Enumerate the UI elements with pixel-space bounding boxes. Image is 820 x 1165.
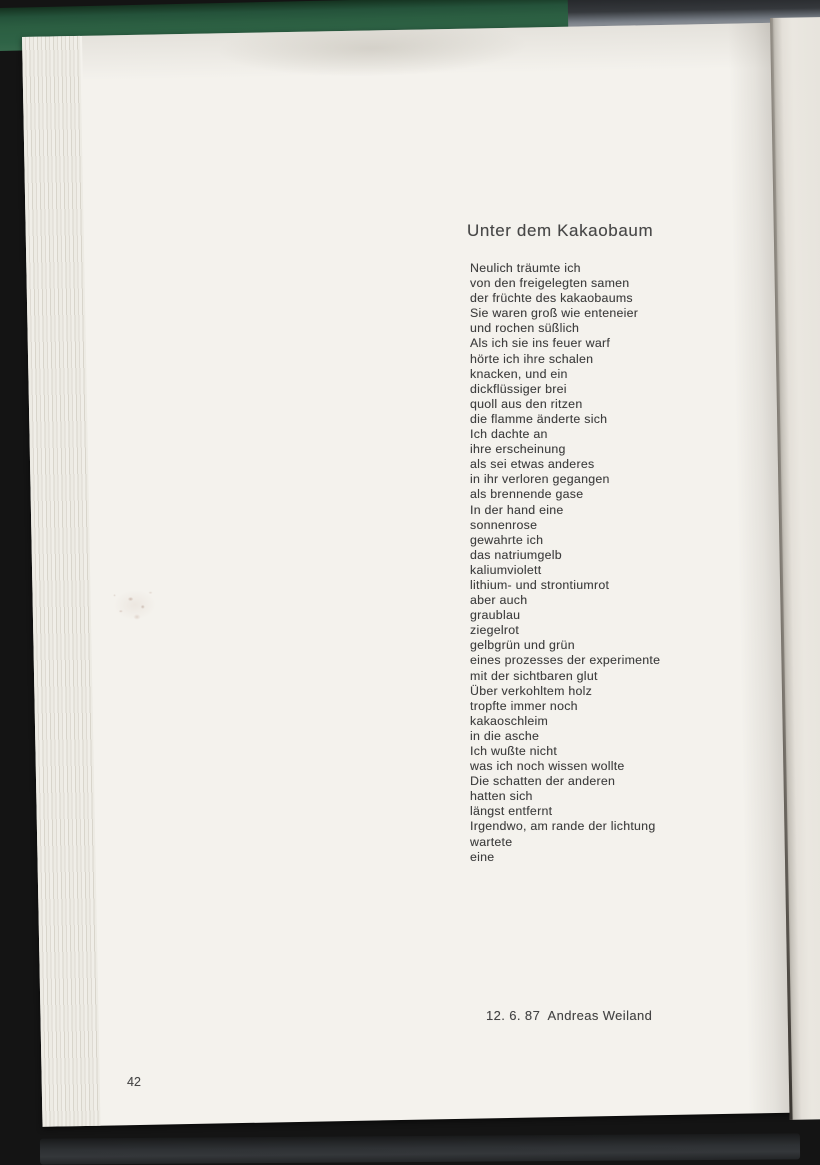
poem-line: gelbgrün und grün	[470, 638, 575, 653]
poem-line: In der hand eine	[470, 502, 564, 517]
poem-line: von den freigelegten samen	[470, 276, 630, 291]
poem-line: kaliumviolett	[470, 562, 542, 577]
poem-title: Unter dem Kakaobaum	[467, 221, 654, 240]
poem-line: als sei etwas anderes	[470, 457, 595, 472]
poem-line: knacken, und ein	[470, 366, 568, 381]
poem-line: das natriumgelb	[470, 547, 562, 562]
poem-line: aber auch	[470, 593, 528, 608]
poem-line: gewahrte ich	[470, 532, 544, 547]
poem-line: kakaoschleim	[470, 713, 549, 728]
poem-line: wartete	[470, 834, 513, 849]
poem-line: quoll aus den ritzen	[470, 396, 583, 411]
poem-line: ziegelrot	[470, 623, 520, 638]
poem-line: Die schatten der anderen	[470, 774, 616, 789]
poem-line: ihre erscheinung	[470, 442, 566, 457]
poem-line: Als ich sie ins feuer warf	[470, 336, 611, 351]
poem-line: Über verkohltem holz	[470, 683, 593, 698]
poem-line: in ihr verloren gegangen	[470, 472, 610, 487]
poem-line: eine	[470, 849, 495, 864]
poem-line: Neulich träumte ich	[470, 261, 581, 275]
poem-line: mit der sichtbaren glut	[470, 668, 598, 683]
poem-line: sonnenrose	[470, 517, 538, 532]
poem-line: längst entfernt	[470, 804, 553, 819]
poem-line: und rochen süßlich	[470, 321, 580, 336]
poem-body	[470, 261, 660, 865]
page-number: 42	[127, 1075, 141, 1089]
poem-line: Sie waren groß wie enteneier	[470, 306, 639, 321]
poem-line: hörte ich ihre schalen	[470, 351, 594, 366]
poem-line: dickflüssiger brei	[470, 381, 567, 396]
date-and-author-signature: 12. 6. 87 Andreas Weiland	[486, 1008, 653, 1023]
poem-line: die flamme änderte sich	[470, 411, 608, 426]
poem-line: hatten sich	[470, 789, 533, 804]
poem-line: in die asche	[470, 728, 540, 743]
poem-line: Ich dachte an	[470, 427, 548, 442]
poem-line: tropfte immer noch	[470, 698, 578, 713]
poem-line: eines prozesses der experimente	[470, 653, 661, 668]
poem-line: Ich wußte nicht	[470, 744, 558, 758]
poem-line: graublau	[470, 608, 521, 623]
poem-line: Irgendwo, am rande der lichtung	[470, 819, 656, 834]
poem-line: lithium- und strontiumrot	[470, 577, 610, 592]
poem-line: der früchte des kakaobaums	[470, 291, 633, 306]
poem-line: als brennende gase	[470, 487, 584, 502]
poem-line: was ich noch wissen wollte	[470, 759, 625, 774]
